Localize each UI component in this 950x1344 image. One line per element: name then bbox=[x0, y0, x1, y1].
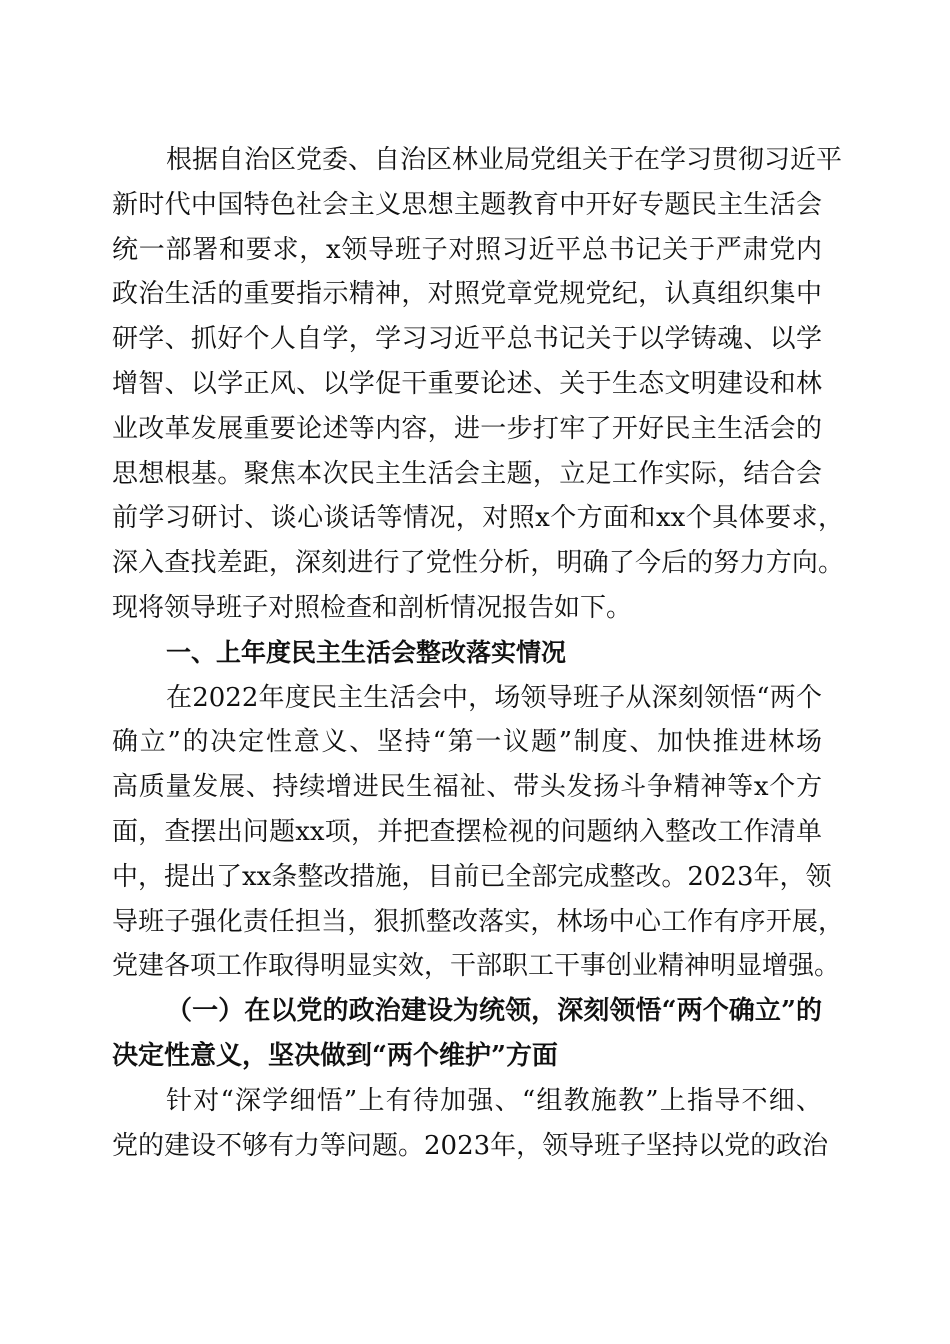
text-line: 党建各项工作取得明显实效，干部职工干事创业精神明显增强。 bbox=[112, 951, 841, 982]
text-line: 前学习研讨、谈心谈话等情况，对照x个方面和xx个具体要求， bbox=[112, 503, 844, 534]
paragraph bbox=[112, 1079, 829, 1169]
text-line: 在2022年度民主生活会中，场领导班子从深刻领悟“两个 bbox=[166, 682, 822, 713]
text-line: 增智、以学正风、以学促干重要论述、关于生态文明建设和林 bbox=[112, 368, 822, 399]
text-line: 新时代中国特色社会主义思想主题教育中开好专题民主生活会 bbox=[112, 189, 822, 220]
text-line: 面，查摆出问题xx项，并把查摆检视的问题纳入整改工作清单 bbox=[112, 816, 822, 847]
text-line: 思想根基。聚焦本次民主生活会主题，立足工作实际，结合会 bbox=[112, 458, 822, 489]
text-line: 针对“深学细悟”上有待加强、“组教施教”上指导不细、 bbox=[166, 1085, 822, 1116]
text-line: 统一部署和要求，x领导班子对照习近平总书记关于严肃党内 bbox=[112, 234, 822, 265]
document-page bbox=[112, 138, 844, 1168]
text-line: 高质量发展、持续增进民生福祉、带头发扬斗争精神等x个方 bbox=[112, 772, 822, 803]
text-line: 导班子强化责任担当，狠抓整改落实，林场中心工作有序开展， bbox=[112, 906, 844, 937]
text-line: 决定性意义，坚决做到“两个维护”方面 bbox=[112, 1040, 558, 1071]
text-line: （一）在以党的政治建设为统领，深刻领悟“两个确立”的 bbox=[166, 996, 822, 1027]
paragraph bbox=[112, 138, 844, 631]
text-line: 政治生活的重要指示精神，对照党章党规党纪，认真组织集中 bbox=[112, 279, 822, 310]
text-line: 现将领导班子对照检查和剖析情况报告如下。 bbox=[112, 592, 633, 623]
text-line: 研学、抓好个人自学，学习习近平总书记关于以学铸魂、以学 bbox=[112, 324, 822, 355]
paragraph bbox=[112, 676, 844, 990]
text-line: 确立”的决定性意义、坚持“第一议题”制度、加快推进林场 bbox=[112, 727, 822, 758]
subsection-heading bbox=[112, 989, 822, 1079]
text-line: 党的建设不够有力等问题。2023年，领导班子坚持以党的政治 bbox=[112, 1130, 829, 1161]
text-line: 一、上年度民主生活会整改落实情况 bbox=[166, 637, 567, 667]
text-line: 中，提出了xx条整改措施，目前已全部完成整改。2023年，领 bbox=[112, 861, 832, 892]
text-line: 业改革发展重要论述等内容，进一步打牢了开好民主生活会的 bbox=[112, 413, 822, 444]
text-line: 深入查找差距，深刻进行了党性分析，明确了今后的努力方向。 bbox=[112, 548, 844, 579]
text-line: 根据自治区党委、自治区林业局党组关于在学习贯彻习近平 bbox=[166, 145, 843, 175]
section-heading bbox=[112, 631, 822, 676]
